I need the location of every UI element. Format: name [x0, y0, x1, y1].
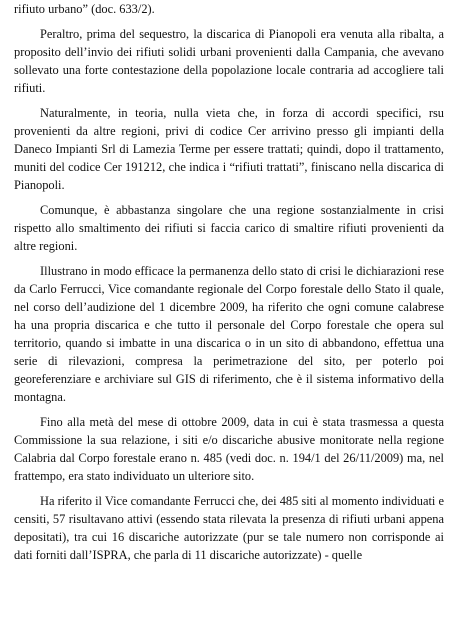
- paragraph-continuation: rifiuto urbano” (doc. 633/2).: [14, 2, 155, 16]
- paragraph-pianopoli-campania: Peraltro, prima del sequestro, la discarica di Pianopoli era venuta alla ribalta, a proposito dell’invio dei rifiuti solidi urbani provenienti dalla Campania, che avevano sollevato una forte contestazione della popolazione locale contraria ad accogliere tali rifiuti.: [14, 27, 444, 95]
- paragraph-cer-codes: Naturalmente, in teoria, nulla vieta che, in forza di accordi specifici, rsu provenienti da altre regioni, privi di codice Cer arrivino presso gli impianti della Daneco Impianti Srl di Lamezia Terme per essere trattati; quindi, dopo il trattamento, muniti del codice Cer 191212, che indica i “rifiuti trattati”, finiscano nella discarica di Pianopoli.: [14, 106, 444, 192]
- paragraph-active-sites: Ha riferito il Vice comandante Ferrucci che, dei 485 siti al momento individuati e censiti, 57 risultavano attivi (essendo stata rilevata la presenza di rifiuti urbani appena depositati), tra cui 16 discariche autorizzate (pur se tale numero non corrisponde ai dati forniti dall’ISPRA, che parla di 11 discariche autorizzate) - quelle: [14, 494, 444, 562]
- paragraph-regional-crisis: Comunque, è abbastanza singolare che una regione sostanzialmente in crisi rispetto allo smaltimento dei rifiuti si faccia carico di smaltire rifiuti provenienti da altre regioni.: [14, 203, 444, 253]
- paragraph-october-report: Fino alla metà del mese di ottobre 2009, data in cui è stata trasmessa a questa Commissione la sua relazione, i siti e/o discariche abusive monitorate nella regione Calabria dal Corpo forestale erano n. 485 (vedi doc. n. 194/1 del 26/11/2009) ma, nel frattempo, era stato individuato un ulteriore sito.: [14, 415, 444, 483]
- document-page: [14, 0, 444, 571]
- paragraph-ferrucci-statements: Illustrano in modo efficace la permanenza dello stato di crisi le dichiarazioni rese da Carlo Ferrucci, Vice comandante regionale del Corpo forestale dello Stato il quale, nel corso dell’audizione del 1 dicembre 2009, ha riferito che ogni comune calabrese ha una propria discarica e che tutto il personale del Corpo forestale che opera sul territorio, quando si imbatte in una discarica o in un sito di abbandono, effettua una serie di rilevazioni, compresa la perimetrazione del sito, per poterlo poi georeferenziare e archiviare sul GIS di riferimento, che è il sistema informativo della montagna.: [14, 264, 444, 404]
